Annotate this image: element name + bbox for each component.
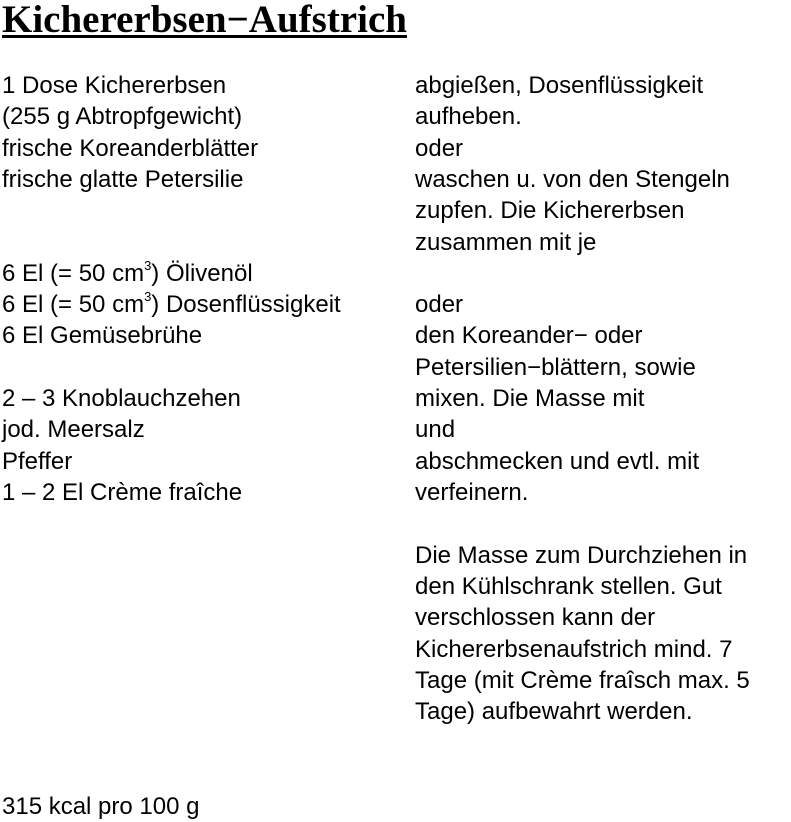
instruction-line: Tage (mit Crème fraîsch max. 5 bbox=[415, 667, 750, 694]
instruction-line: verschlossen kann der bbox=[415, 604, 656, 631]
nutrition-info: 315 kcal pro 100 g bbox=[2, 793, 200, 820]
instruction-line: oder bbox=[415, 135, 464, 162]
superscript: 3 bbox=[144, 258, 152, 273]
ingredient-line: Pfeffer bbox=[2, 448, 73, 475]
instruction-line: und bbox=[415, 416, 456, 443]
ingredient-line: 1 – 2 El Crème fraîche bbox=[2, 479, 243, 506]
ingredient-line: 2 – 3 Knoblauchzehen bbox=[2, 385, 241, 412]
instruction-line: waschen u. von den Stengeln bbox=[415, 166, 730, 193]
ingredient-line-olive-oil bbox=[2, 258, 253, 289]
ingredient-line: frische Koreanderblätter bbox=[2, 135, 259, 162]
instruction-line: aufheben. bbox=[415, 103, 522, 130]
instruction-line: Kichererbsenaufstrich mind. 7 bbox=[415, 636, 733, 663]
instruction-line: verfeinern. bbox=[415, 479, 529, 506]
recipe-title: Kichererbsen−Aufstrich bbox=[2, 0, 407, 41]
instruction-line: abschmecken und evtl. mit bbox=[415, 448, 700, 475]
instruction-line: abgießen, Dosenflüssigkeit bbox=[415, 72, 704, 99]
instruction-line: den Koreander− oder bbox=[415, 322, 643, 349]
instruction-line: Die Masse zum Durchziehen in bbox=[415, 542, 748, 569]
ingredient-text: ) Dosenflüssigkeit bbox=[151, 291, 341, 318]
instruction-line: den Kühlschrank stellen. Gut bbox=[415, 573, 722, 600]
instruction-line: Tage) aufbewahrt werden. bbox=[415, 698, 693, 725]
instruction-line: zupfen. Die Kichererbsen bbox=[415, 197, 685, 224]
ingredient-line: 6 El Gemüsebrühe bbox=[2, 322, 203, 349]
ingredient-line-can-liquid bbox=[2, 289, 341, 320]
ingredient-line: 1 Dose Kichererbsen bbox=[2, 72, 227, 99]
superscript: 3 bbox=[144, 289, 152, 304]
ingredient-line: jod. Meersalz bbox=[2, 416, 145, 443]
instruction-line: oder bbox=[415, 291, 464, 318]
ingredient-line: frische glatte Petersilie bbox=[2, 166, 244, 193]
instruction-line: zusammen mit je bbox=[415, 229, 597, 256]
ingredient-line: (255 g Abtropfgewicht) bbox=[2, 103, 243, 130]
instruction-line: mixen. Die Masse mit bbox=[415, 385, 645, 412]
instruction-line: Petersilien−blättern, sowie bbox=[415, 354, 696, 381]
ingredient-text: 6 El (= 50 cm bbox=[2, 291, 145, 318]
ingredient-text: 6 El (= 50 cm bbox=[2, 260, 145, 287]
ingredient-text: ) Ölivenöl bbox=[151, 260, 253, 287]
